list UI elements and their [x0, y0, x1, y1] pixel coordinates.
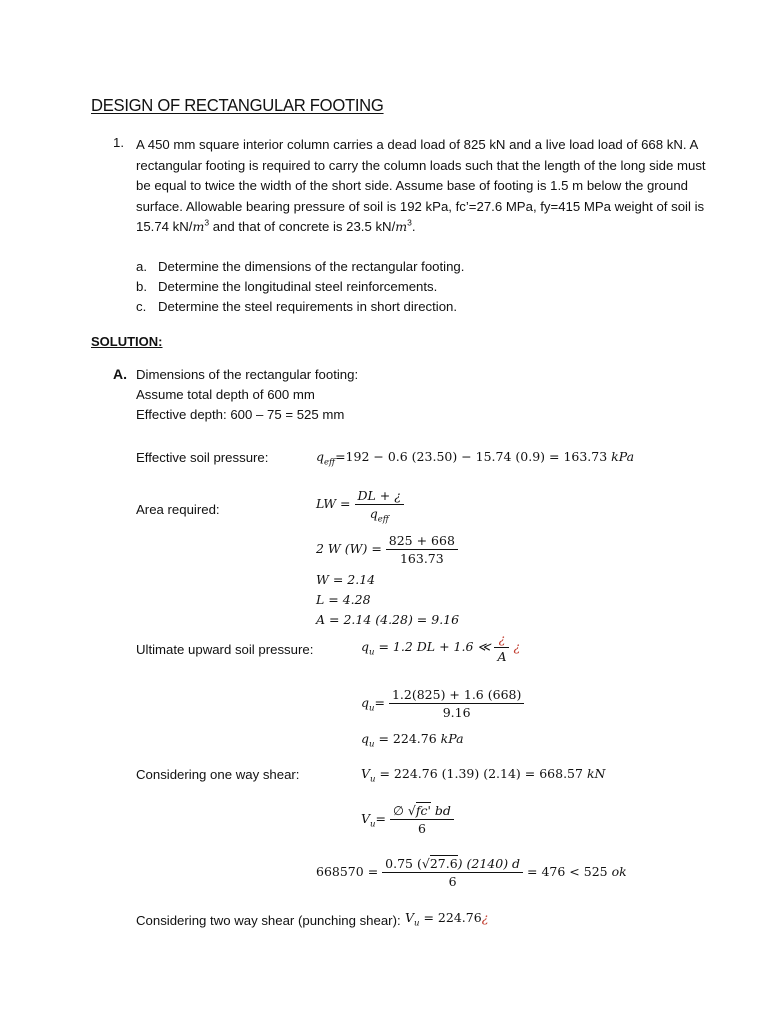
fraction: $\frac{\emptyset √fc' bd}{6}$	[390, 803, 454, 836]
equation-qu-1: $q_u = 1.2$ DL + 1.6 ≪ $\frac{¿}{A}$ ¿	[361, 631, 521, 664]
problem-line: be equal to twice the width of the short side. Assume base of footing is 1.5 m below the ground	[136, 178, 689, 194]
section-a-line: Effective depth: 600 – 75 = 525 mm	[136, 407, 345, 422]
fraction: $\frac{¿}{A}$	[494, 631, 509, 664]
problem-line: surface. Allowable bearing pressure of soil is 192 kPa, fc’=27.6 MPa, fy=415 MPa weight of soil is	[136, 198, 705, 214]
equation-q-eff: $q_{eff}=192 - 0.6$ (23.50) − 15.74 (0.9) = 163.73 kPa	[316, 449, 635, 468]
problem-line: A 450 mm square interior column carries a dead load of 825 kN and a live load load of 668 kN. A	[136, 137, 699, 152]
solution-heading: SOLUTION:	[91, 334, 163, 349]
equation-check: 668570 = $\frac{0.75 (√27.6) (2140) d}{6}$ = 476 < 525 ok	[316, 856, 627, 889]
label-effective-soil-pressure: Effective soil pressure:	[136, 450, 269, 465]
fraction: $\frac{DL + ¿}{q_{eff}}$	[355, 488, 404, 521]
equation-qu-3: $q_u = 224.76$ kPa	[361, 731, 464, 750]
fraction: $\frac{1.2(825) + 1.6 (668)}{9.16}$	[389, 687, 524, 720]
label-one-way-shear: Considering one way shear:	[136, 767, 300, 782]
problem-line: rectangular footing is required to carry the column loads such that the length of the long side must	[136, 157, 706, 173]
label-two-way-shear: Considering two way shear (punching shear):	[136, 913, 401, 928]
equation-w: W = 2.14	[316, 572, 376, 587]
equation-vu-2: $V_u=$ $\frac{\emptyset √fc' bd}{6}$	[361, 803, 454, 836]
equation-a: A = 2.14 (4.28) = 9.16	[316, 612, 460, 627]
equation-vu-3: $V_u$ = 224.76¿	[405, 910, 489, 929]
problem-line: 15.74 $kN/m^3$ and that of concrete is 23.5 $kN/m^3$.	[136, 217, 416, 235]
page-title: DESIGN OF RECTANGULAR FOOTING	[91, 95, 384, 115]
equation-l: L = 4.28	[316, 592, 371, 607]
problem-number: 1.	[113, 135, 124, 150]
task-item: a. Determine the dimensions of the rectangular footing.	[136, 259, 465, 274]
task-item: b. Determine the longitudinal steel reinforcements.	[136, 279, 438, 294]
equation-qu-2: $q_u=$ $\frac{1.2(825) + 1.6 (668)}{9.16}$	[361, 687, 524, 720]
section-a-line: Dimensions of the rectangular footing:	[136, 367, 359, 382]
equation-vu-1: $V_u = 224.76$ (1.39) (2.14) = 668.57 kN	[361, 766, 606, 785]
task-item: c. Determine the steel requirements in short direction.	[136, 299, 458, 314]
equation-2w: 2 W (W) = $\frac{825 + 668}{163.73}$	[316, 533, 458, 566]
problem-statement	[136, 135, 706, 238]
section-a-label: A.	[113, 366, 127, 382]
fraction: $\frac{825 + 668}{163.73}$	[386, 533, 458, 566]
fraction: $\frac{0.75 (√27.6) (2140) d}{6}$	[382, 856, 523, 889]
label-ultimate-upward: Ultimate upward soil pressure:	[136, 642, 314, 657]
label-area-required: Area required:	[136, 502, 220, 517]
equation-lw: LW = $\frac{DL + ¿}{q_{eff}}$	[316, 488, 404, 521]
section-a-line: Assume total depth of 600 mm	[136, 387, 315, 402]
